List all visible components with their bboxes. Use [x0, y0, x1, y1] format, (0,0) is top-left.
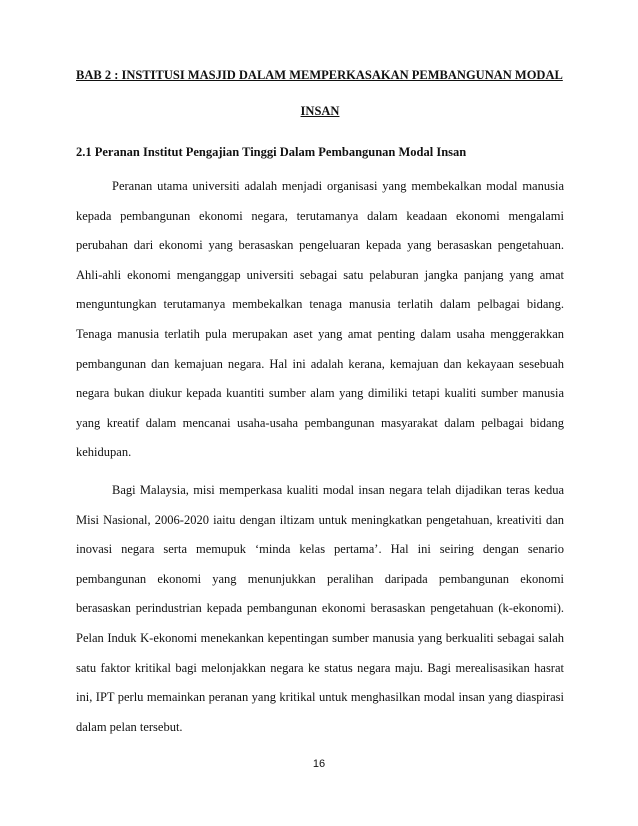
section-heading: 2.1 Peranan Institut Pengajian Tinggi Dalam Pembangunan Modal Insan	[76, 145, 467, 159]
page-number: 16	[312, 758, 326, 770]
body-paragraph-1: Peranan utama universiti adalah menjadi organisasi yang membekalkan modal manusia kepada pembangunan ekonomi negara, terutamanya dalam keadaan ekonomi mengalami perubahan dari ekonomi yang berasaskan pengeluaran kepada yang berasaskan pengetahuan. Ahli-ahli ekonomi menganggap universiti sebagai satu pelaburan jangka panjang yang amat menguntungkan terutamanya membekalkan tenaga manusia terlatih dalam pelbagai bidang. Tenaga manusia terlatih pula merupakan aset yang amat penting dalam usaha menggerakkan pembangunan dan kemajuan negara. Hal ini adalah kerana, kemajuan dan kekayaan sesebuah negara bukan diukur kepada kuantiti sumber alam yang dimiliki tetapi kualiti sumber manusia yang kreatif dalam mencanai usaha-usaha pembangunan masyarakat dalam pelbagai bidang kehidupan.	[76, 179, 564, 460]
chapter-title-line-1: BAB 2 : INSTITUSI MASJID DALAM MEMPERKASAKAN PEMBANGUNAN MODAL	[76, 68, 563, 82]
chapter-title	[76, 68, 564, 119]
chapter-title-line-2: INSAN	[300, 104, 340, 118]
body-paragraph-2: Bagi Malaysia, misi memperkasa kualiti modal insan negara telah dijadikan teras kedua Misi Nasional, 2006-2020 iaitu dengan iltizam untuk meningkatkan pengetahuan, kreativiti dan inovasi negara serta memupuk ‘minda kelas pertama’. Hal ini seiring dengan senario pembangunan ekonomi yang menunjukkan peralihan daripada pembangunan ekonomi berasaskan perindustrian kepada pembangunan ekonomi berasaskan pengetahuan (k-ekonomi). Pelan Induk K-ekonomi menekankan kepentingan sumber manusia yang berkualiti sebagai salah satu faktor kritikal bagi melonjakkan negara ke status negara maju. Bagi merealisasikan hasrat ini, IPT perlu memainkan peranan yang kritikal untuk menghasilkan modal insan yang diaspirasi dalam pelan tersebut.	[76, 483, 564, 734]
